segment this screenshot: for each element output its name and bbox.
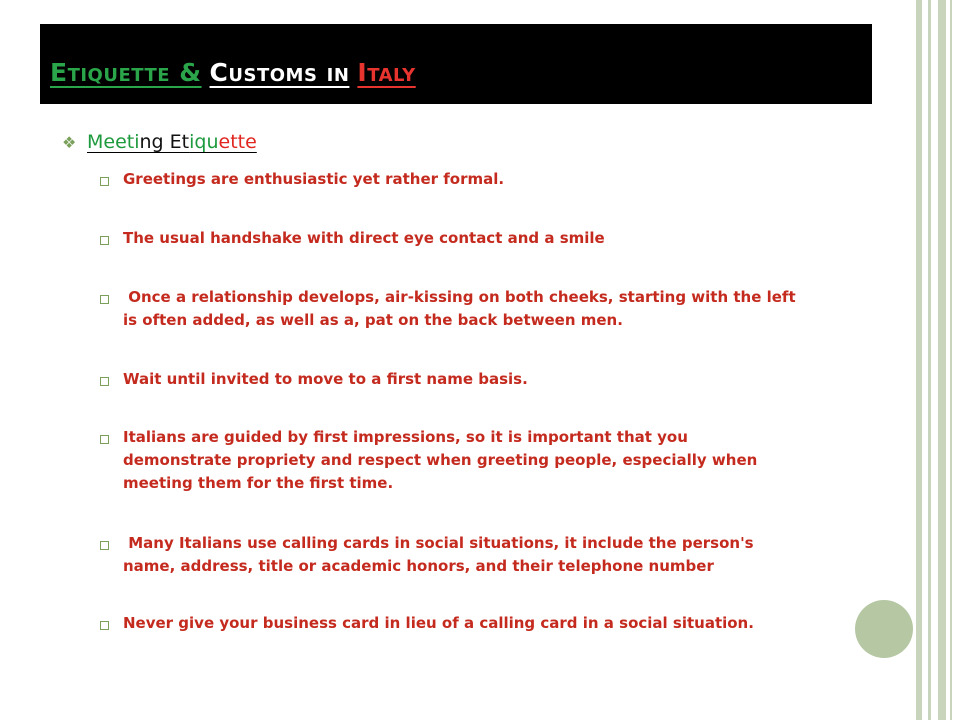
subheading-text [87, 131, 257, 153]
subheading-part: ette [218, 131, 257, 153]
bullet-text: The usual handshake with direct eye contact and a smile [123, 229, 605, 247]
list-item [100, 532, 800, 578]
title-part-3: Italy [357, 58, 416, 87]
decorative-circle [855, 600, 913, 658]
frame-line [938, 0, 946, 720]
diamond-bullet-icon: ❖ [62, 132, 77, 152]
list-item [100, 426, 800, 495]
list-item [100, 612, 800, 635]
frame-line [950, 0, 952, 720]
list-item [100, 227, 800, 250]
bullet-text: Greetings are enthusiastic yet rather formal. [123, 170, 505, 188]
list-item [100, 168, 800, 191]
square-bullet-icon [100, 177, 109, 186]
bullet-text: Italians are guided by first impressions, so it is important that you demonstrate propriety and respect when greeting people, especially when meeting them for the first time. [123, 428, 758, 492]
right-frame [914, 0, 960, 720]
square-bullet-icon [100, 541, 109, 550]
bullet-text: Wait until invited to move to a first name basis. [123, 370, 528, 388]
section-heading [62, 131, 257, 153]
square-bullet-icon [100, 236, 109, 245]
bullet-text: Once a relationship develops, air-kissing on both cheeks, starting with the left is often added, as well as a, pat on the back between men. [123, 288, 801, 329]
list-item [100, 368, 800, 391]
bullet-text: Many Italians use calling cards in social situations, it include the person's name, address, title or academic honors, and their telephone number [123, 534, 759, 575]
square-bullet-icon [100, 377, 109, 386]
frame-line [916, 0, 922, 720]
subheading-part: Meeti [87, 131, 140, 153]
title-part-1: Etiquette & [50, 58, 202, 87]
slide-title [50, 58, 416, 87]
title-part-2: Customs in [209, 58, 350, 87]
square-bullet-icon [100, 621, 109, 630]
subheading-part: ng Et [139, 131, 190, 153]
square-bullet-icon [100, 295, 109, 304]
list-item [100, 286, 800, 332]
subheading-part: iqu [189, 131, 219, 153]
bullet-text: Never give your business card in lieu of a calling card in a social situation. [123, 614, 754, 632]
frame-line [928, 0, 931, 720]
square-bullet-icon [100, 435, 109, 444]
